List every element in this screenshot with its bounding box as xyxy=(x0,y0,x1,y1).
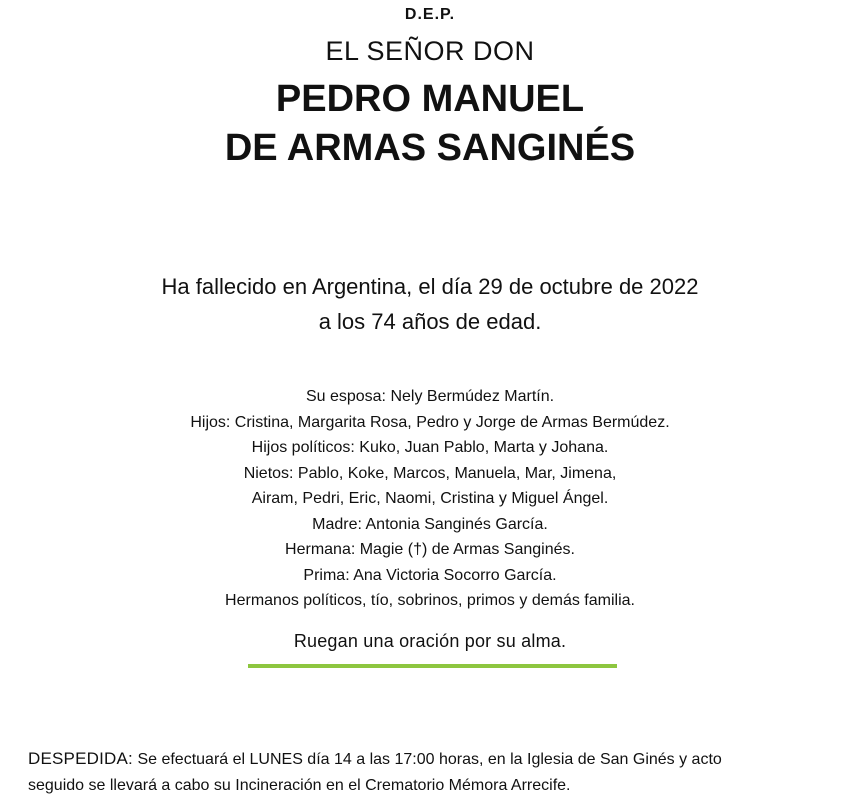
family-line: Hijos políticos: Kuko, Juan Pablo, Marta y Johana. xyxy=(251,439,609,456)
deceased-name-line2: DE ARMAS SANGINÉS xyxy=(224,127,636,169)
family-list xyxy=(0,384,860,614)
death-notice-line1: Ha fallecido en Argentina, el día 29 de octubre de 2022 xyxy=(161,274,699,299)
farewell-label: DESPEDIDA: xyxy=(28,749,133,768)
family-line: Prima: Ana Victoria Socorro García. xyxy=(303,566,557,584)
family-line: Nietos: Pablo, Koke, Marcos, Manuela, Mar, Jimena, xyxy=(243,464,617,482)
family-line: Madre: Antonia Sanginés García. xyxy=(312,515,548,533)
family-line: Su esposa: Nely Bermúdez Martín. xyxy=(305,388,555,405)
family-line: Hijos: Cristina, Margarita Rosa, Pedro y Jorge de Armas Bermúdez. xyxy=(190,413,670,431)
deceased-name-line1: PEDRO MANUEL xyxy=(275,78,585,120)
accent-divider xyxy=(248,664,617,668)
death-notice-line2: a los 74 años de edad. xyxy=(318,309,542,334)
honorific-title: EL SEÑOR DON xyxy=(325,36,535,66)
family-line: Hermana: Magie (†) de Armas Sanginés. xyxy=(285,541,575,558)
family-line: Hermanos políticos, tío, sobrinos, primos y demás familia. xyxy=(225,592,635,609)
prayer-request: Ruegan una oración por su alma. xyxy=(293,631,567,651)
family-line: Airam, Pedri, Eric, Naomi, Cristina y Miguel Ángel. xyxy=(251,490,609,507)
farewell-text-line1: Se efectuará el LUNES día 14 a las 17:00 horas, en la Iglesia de San Ginés y acto xyxy=(137,751,722,768)
dep-heading: D.E.P. xyxy=(404,6,456,23)
farewell-details xyxy=(28,746,843,799)
farewell-text-line2: seguido se llevará a cabo su Incineración en el Crematorio Mémora Arrecife. xyxy=(28,777,571,794)
